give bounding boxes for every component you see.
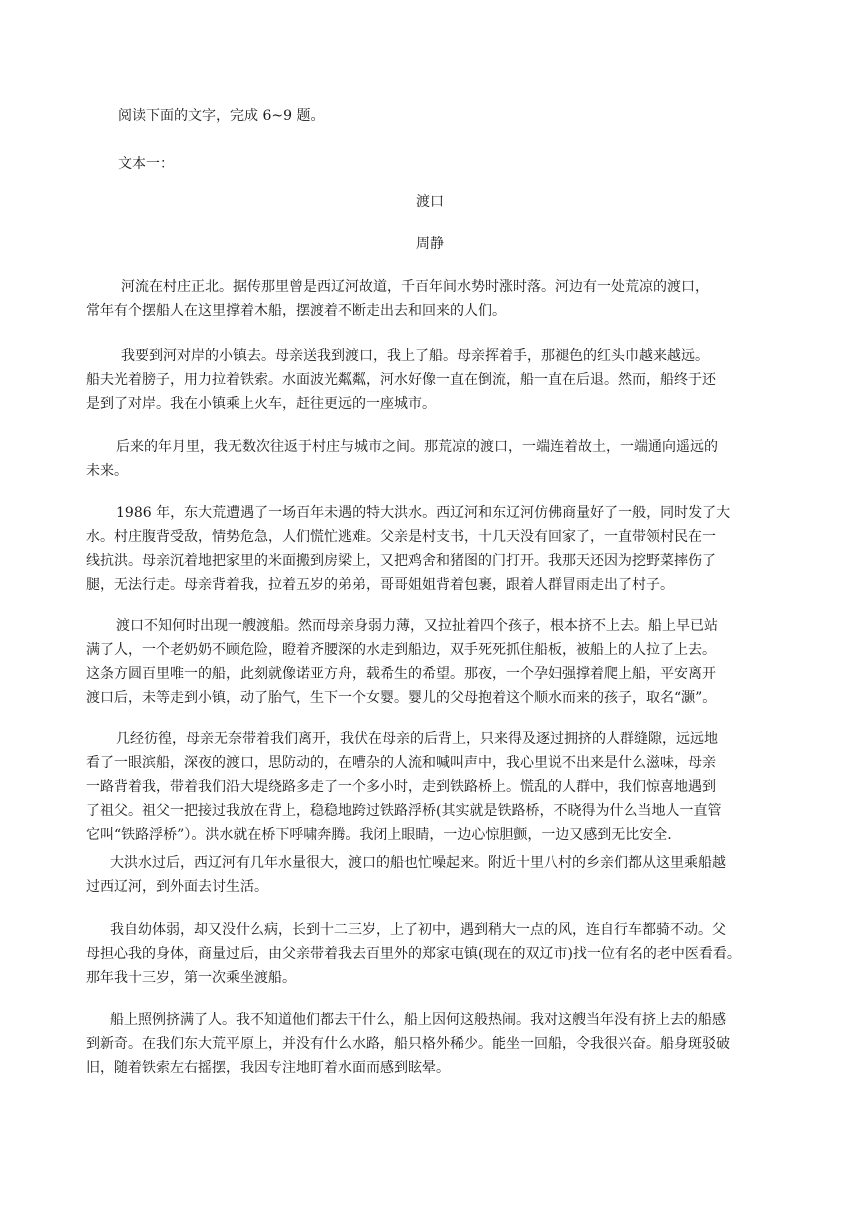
paragraph-9 (86, 1008, 776, 1080)
paragraph-line: 河流在村庄正北。据传那里曾是西辽河故道，千百年间水势时涨时落。河边有一处荒凉的渡口， (121, 279, 709, 295)
paragraph-8 (86, 918, 776, 990)
paragraph-line: 腿，无法行走。母亲背着我，拉着五岁的弟弟，哥哥姐姐背着包裹，跟着人群冒雨走出了村子。 (86, 577, 674, 593)
paragraph-line: 是到了对岸。我在小镇乘上火车，赶往更远的一座城市。 (86, 396, 436, 412)
paragraph-line: 几经彷徨，母亲无奈带着我们离开，我伏在母亲的后背上，只来得及逐过拥挤的人群缝隙，远远地 (116, 731, 718, 747)
paragraph-line: 船上照例挤满了人。我不知道他们都去干什么，船上因何这般热闹。我对这艘当年没有挤上去的船感 (110, 1012, 726, 1028)
paragraph-line: 过西辽河，到外面去讨生活。 (86, 879, 268, 895)
paragraph-line: 大洪水过后，西辽河有几年水量很大，渡口的船也忙噪起来。附近十里八村的乡亲们都从这里乘船越 (110, 855, 726, 871)
paragraph-line: 水。村庄腹背受敌，情势危急，人们慌忙逃难。父亲是村支书，十几天没有回家了，一直带领村民在一 (86, 529, 716, 545)
paragraph-6 (86, 727, 776, 847)
instruction-text: 阅读下面的文字，完成 6~9 题。 (118, 108, 325, 124)
paragraph-line: 旧，随着铁索左右摇摆，我因专注地盯着水面而感到眩晕。 (86, 1060, 450, 1076)
paragraph-7 (86, 851, 776, 899)
paragraph-line: 看了一眼滨船，深夜的渡口，思防动的，在嘈杂的人流和喊叫声中，我心里说不出来是什么滋味，母亲 (86, 755, 716, 771)
paragraph-line: 到新奇。在我们东大荒平原上，并没有什么水路，船只格外稀少。能坐一回船，令我很兴奋。船身斑驳破 (86, 1036, 730, 1052)
paragraph-line: 渡口不知何时出现一艘渡船。然而母亲身弱力薄，又拉扯着四个孩子，根本挤不上去。船上早已站 (116, 618, 718, 634)
paragraph-3 (86, 435, 776, 483)
article-title: 渡口 (416, 194, 444, 210)
paragraph-line: 那年我十三岁，第一次乘坐渡船。 (86, 970, 296, 986)
paragraph-line: 常年有个摆船人在这里撑着木船，摆渡着不断走出去和回来的人们。 (86, 303, 506, 319)
paragraph-line: 了祖父。祖父一把接过我放在背上，稳稳地跨过铁路浮桥(其实就是铁路桥，不晓得为什么当地人一直管 (86, 803, 722, 819)
article-author: 周静 (416, 236, 444, 252)
paragraph-line: 后来的年月里，我无数次往返于村庄与城市之间。那荒凉的渡口，一端连着故土，一端通向遥远的 (116, 439, 718, 455)
section-label: 文本一： (118, 156, 174, 172)
paragraph-line: 这条方圆百里唯一的船，此刻就像诺亚方舟，载希生的希望。那夜，一个孕妇强撑着爬上船，平安离开 (86, 666, 716, 682)
paragraph-line: 1986 年，东大荒遭遇了一场百年未遇的特大洪水。西辽河和东辽河仿佛商量好了一般，同时发了大 (116, 505, 731, 521)
paragraph-line: 满了人，一个老奶奶不顾危险，瞪着齐腰深的水走到船边，双手死死抓住船板，被船上的人拉了上去。 (86, 642, 716, 658)
paragraph-4 (86, 501, 776, 597)
paragraph-1 (86, 275, 776, 323)
paragraph-line: 一路背着我，带着我们沿大堤绕路多走了一个多小时，走到铁路桥上。慌乱的人群中，我们惊喜地遇到 (86, 779, 716, 795)
paragraph-line: 线抗洪。母亲沉着地把家里的米面搬到房梁上，又把鸡舍和猪图的门打开。我那天还因为挖野菜摔伤了 (86, 553, 716, 569)
paragraph-line: 它叫“铁路浮桥”）。洪水就在桥下呼啸奔腾。我闭上眼睛，一边心惊胆颤，一边又感到无比安全. (86, 827, 672, 843)
paragraph-5 (86, 614, 776, 710)
paragraph-line: 船夫光着膀子，用力拉着铁索。水面波光粼粼，河水好像一直在倒流，船一直在后退。然而，船终于还 (86, 372, 716, 388)
paragraph-line: 渡口后，未等走到小镇，动了胎气，生下一个女婴。婴儿的父母抱着这个顺水而来的孩子，取名“灏”。 (86, 690, 717, 706)
paragraph-line: 我自幼体弱，却又没什么病，长到十二三岁，上了初中，遇到稍大一点的风，连自行车都骑不动。父 (110, 922, 726, 938)
paragraph-2 (86, 344, 776, 416)
paragraph-line: 未来。 (86, 463, 128, 479)
paragraph-line: 母担心我的身体，商量过后，由父亲带着我去百里外的郑家屯镇(现在的双辽市)找一位有名的老中医看看。 (86, 946, 741, 962)
paragraph-line: 我要到河对岸的小镇去。母亲送我到渡口，我上了船。母亲挥着手，那褪色的红头巾越来越远。 (121, 348, 709, 364)
